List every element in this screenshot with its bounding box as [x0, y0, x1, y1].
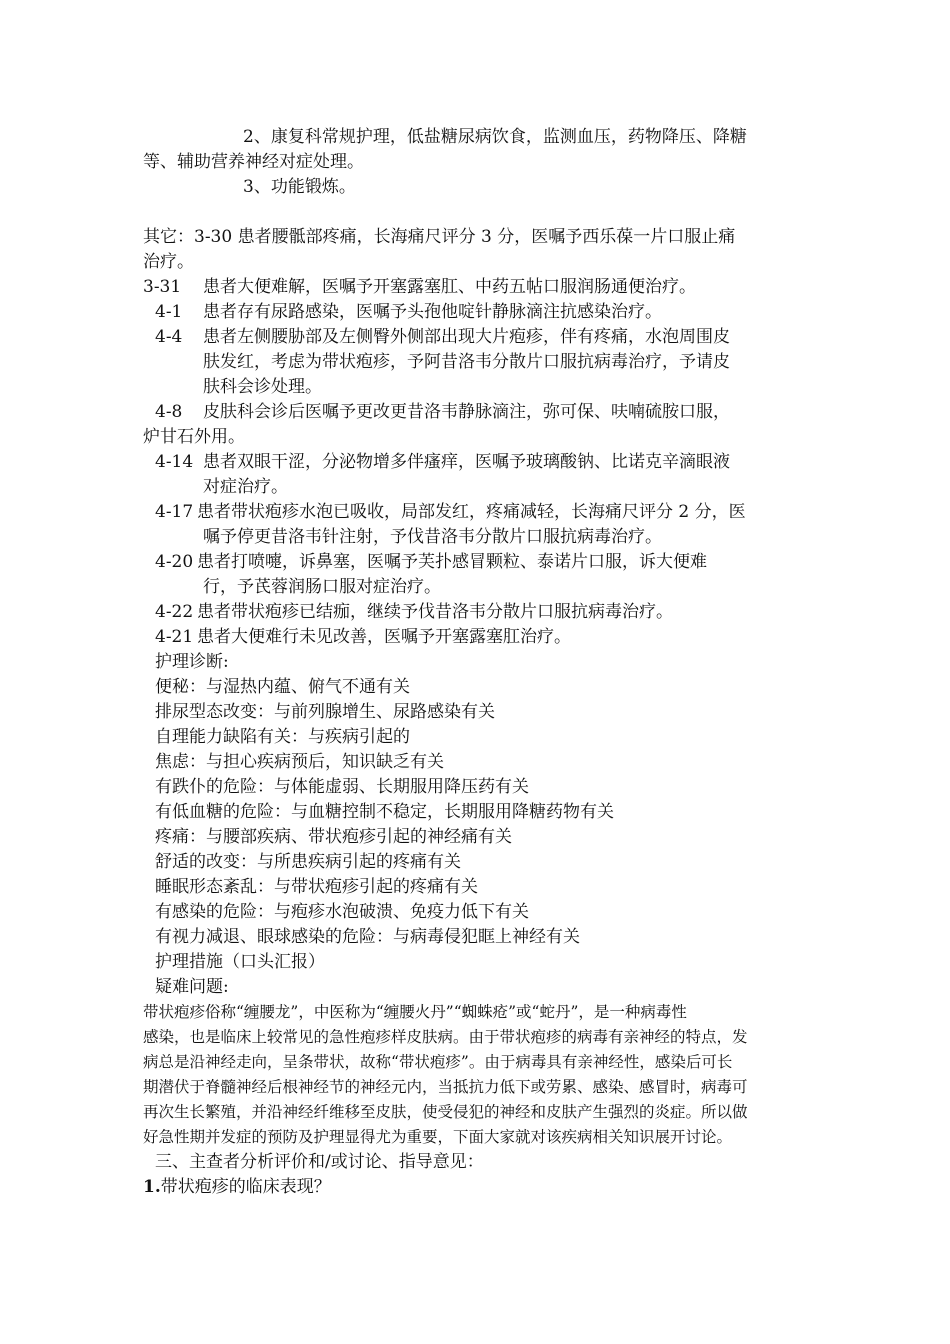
- record-text: 对症治疗。: [203, 477, 288, 497]
- record-text: 患者存有尿路感染，医嘱予头孢他啶针静脉滴注抗感染治疗。: [203, 302, 662, 322]
- difficult-para-line: 再次生长繁殖，并沿神经纤维移至皮肤，使受侵犯的神经和皮肤产生强烈的炎症。所以做: [143, 1103, 748, 1121]
- record-text: 嘱予停更昔洛韦针注射，予伐昔洛韦分散片口服抗病毒治疗。: [203, 527, 662, 547]
- section-3-heading: 三、主查者分析评价和/或讨论、指导意见：: [155, 1152, 484, 1172]
- diagnosis-item: 有视力减退、眼球感染的危险：与病毒侵犯眶上神经有关: [155, 927, 580, 947]
- question-1: [143, 1175, 331, 1199]
- diagnosis-item: 有感染的危险：与疱疹水泡破溃、免疫力低下有关: [155, 902, 529, 922]
- record-text: 皮肤科会诊后医嘱予更改更昔洛韦静脉滴注，弥可保、呋喃硫胺口服，: [203, 402, 730, 422]
- record-text: 患者带状疱疹水泡已吸收，局部发红，疼痛减轻，长海痛尺评分 2 分，医: [197, 502, 746, 522]
- diagnosis-item: 有跌仆的危险：与体能虚弱、长期服用降压药有关: [155, 777, 529, 797]
- diagnosis-item: 排尿型态改变：与前列腺增生、尿路感染有关: [155, 702, 495, 722]
- other-line-2: 治疗。: [143, 252, 194, 272]
- record-date: 3-31: [143, 277, 182, 297]
- record-text: 炉甘石外用。: [143, 427, 245, 447]
- difficult-para-line: 带状疱疹俗称“缠腰龙”，中医称为“缠腰火丹”“蜘蛛疮”或“蛇丹”，是一种病毒性: [143, 1003, 687, 1021]
- nursing-measures-note: 护理措施（口头汇报）: [155, 952, 325, 972]
- record-date: 4-1: [155, 302, 183, 322]
- other-line-1: 其它：3-30 患者腰骶部疼痛，长海痛尺评分 3 分，医嘱予西乐葆一片口服止痛: [143, 227, 736, 247]
- measure-2-line-2: 等、辅助营养神经对症处理。: [143, 152, 364, 172]
- record-date: 4-14: [155, 452, 194, 472]
- record-date: 4-21: [155, 627, 194, 647]
- record-text: 患者左侧腰胁部及左侧臀外侧部出现大片疱疹，伴有疼痛，水泡周围皮: [203, 327, 730, 347]
- record-text: 患者双眼干涩，分泌物增多伴瘙痒，医嘱予玻璃酸钠、比诺克辛滴眼液: [203, 452, 730, 472]
- measure-2-line-1: 2、康复科常规护理，低盐糖尿病饮食，监测血压，药物降压、降糖: [243, 127, 747, 147]
- record-date: 4-22: [155, 602, 194, 622]
- difficult-para-line: 感染，也是临床上较常见的急性疱疹样皮肤病。由于带状疱疹的病毒有亲神经的特点，发: [143, 1028, 748, 1046]
- measure-3: 3、功能锻炼。: [243, 177, 356, 197]
- diagnosis-item: 疼痛：与腰部疾病、带状疱疹引起的神经痛有关: [155, 827, 512, 847]
- record-text: 肤科会诊处理。: [203, 377, 322, 397]
- record-date: 4-20: [155, 552, 194, 572]
- difficult-title: 疑难问题:: [155, 977, 229, 997]
- diagnosis-item: 睡眠形态紊乱：与带状疱疹引起的疼痛有关: [155, 877, 478, 897]
- difficult-para-line: 病总是沿神经走向，呈条带状，故称“带状疱疹”。由于病毒具有亲神经性，感染后可长: [143, 1053, 733, 1071]
- record-date: 4-4: [155, 327, 183, 347]
- record-text: 肤发红，考虑为带状疱疹，予阿昔洛韦分散片口服抗病毒治疗，予请皮: [203, 352, 730, 372]
- record-text: 行，予芪蓉润肠口服对症治疗。: [203, 577, 441, 597]
- record-text: 患者带状疱疹已结痂，继续予伐昔洛韦分散片口服抗病毒治疗。: [197, 602, 673, 622]
- diagnosis-item: 自理能力缺陷有关：与疾病引起的: [155, 727, 410, 747]
- diagnosis-item: 有低血糖的危险：与血糖控制不稳定，长期服用降糖药物有关: [155, 802, 614, 822]
- nursing-diagnosis-title: 护理诊断:: [155, 652, 229, 672]
- record-text: 患者大便难解，医嘱予开塞露塞肛、中药五帖口服润肠通便治疗。: [203, 277, 696, 297]
- difficult-para-line: 好急性期并发症的预防及护理显得尤为重要，下面大家就对该疾病相关知识展开讨论。: [143, 1128, 733, 1146]
- diagnosis-item: 便秘：与湿热内蕴、俯气不通有关: [155, 677, 410, 697]
- question-number: 1.: [143, 1177, 161, 1197]
- record-text: 患者打喷嚏，诉鼻塞，医嘱予芙扑感冒颗粒、泰诺片口服，诉大便难: [197, 552, 707, 572]
- diagnosis-item: 舒适的改变：与所患疾病引起的疼痛有关: [155, 852, 461, 872]
- difficult-para-line: 期潜伏于脊髓神经后根神经节的神经元内，当抵抗力低下或劳累、感染、感冒时，病毒可: [143, 1078, 748, 1096]
- record-date: 4-8: [155, 402, 183, 422]
- record-text: 患者大便难行未见改善，医嘱予开塞露塞肛治疗。: [197, 627, 571, 647]
- question-text: 带状疱疹的临床表现？: [160, 1177, 331, 1197]
- diagnosis-item: 焦虑：与担心疾病预后，知识缺乏有关: [155, 752, 444, 772]
- record-date: 4-17: [155, 502, 194, 522]
